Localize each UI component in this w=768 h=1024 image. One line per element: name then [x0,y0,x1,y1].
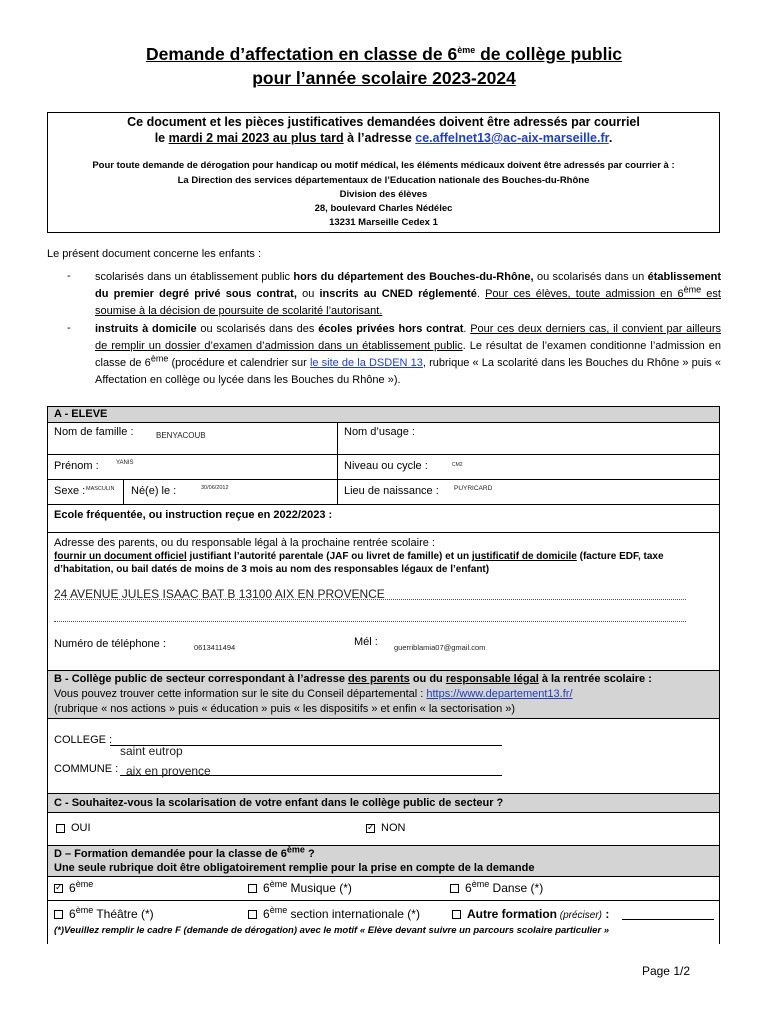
oui-checkbox[interactable] [56,824,65,833]
ne-field[interactable]: 30/06/2012 [201,485,229,491]
prenom-label: Prénom : [54,460,99,472]
6eme-checkbox[interactable] [54,884,63,893]
dsden-link[interactable]: le site de la DSDEN 13 [309,357,423,369]
row-options-2 [48,901,719,944]
adresse-field[interactable]: 24 AVENUE JULES ISAAC BAT B 13100 AIX EN PROVENCE [54,587,385,601]
section-d-header: D – Formation demandée pour la classe de 6ème ? Une seule rubrique doit être obligatoirement remplie pour la prise en compte de la demande [48,846,719,877]
musique-checkbox[interactable] [248,884,257,893]
page-subtitle: pour l’année scolaire 2023-2024 [252,68,516,88]
oui-option[interactable]: OUI [56,822,91,834]
theatre-checkbox[interactable] [54,910,63,919]
college-label: COLLEGE : [54,734,113,746]
row-adresse [48,533,719,671]
section-c-header: C - Souhaitez-vous la scolarisation de votre enfant dans le collège public de secteur ? [48,794,719,813]
row-sexe [48,480,719,505]
lieu-label: Lieu de naissance : [344,485,439,497]
option-theatre[interactable]: 6ème Théâtre (*) [54,907,154,921]
option-musique[interactable]: 6ème Musique (*) [248,881,352,895]
row-nom [48,423,719,455]
info-line-1: Ce document et les pièces justificatives demandées doivent être adressés par courriel [127,115,640,129]
bullet-2: instruits à domicile ou scolarisés dans des écoles privées hors contrat. Pour ces deux derniers cas, il convient par ailleurs de remplir un dossier d’examen d’admission dans un établissement public. Le résultat de l’examen conditionne l’admission en classe de 6ème (procédure et calendrier sur le site de la DSDEN 13, rubrique « La scolarité dans les Bouches du Rhône » puis « Affectation en collège ou lycée dans les Bouches du Rhône »). [95,323,722,386]
internationale-checkbox[interactable] [248,910,257,919]
row-oui-non [48,813,719,846]
section-a-header: A - ELEVE [48,407,719,423]
nom-usage-label: Nom d’usage : [344,426,415,438]
lieu-field[interactable]: PUYRICARD [454,485,493,492]
commune-label: COMMUNE : [54,763,119,775]
intro-text: Le présent document concerne les enfants : [47,248,262,260]
option-danse[interactable]: 6ème Danse (*) [450,881,543,895]
note-text: (*)Veuillez remplir le cadre F (demande de dérogation) avec le motif « Elève devant suivre un parcours scolaire particulier » [54,925,610,936]
danse-checkbox[interactable] [450,884,459,893]
row-ecole [48,505,719,533]
address-line-3: 28, boulevard Charles Nédélec [314,203,453,214]
tel-field[interactable]: 0613411494 [194,643,236,652]
adresse-instructions: fournir un document officiel justifiant l’autorité parentale (JAF ou livret de famille) et un justificatif de domicile (facture EDF, taxe d’habitation, ou bail datés de moins de 3 mois au nom des responsables légaux de l’enfant) [54,551,664,575]
bullet-1: scolarisés dans un établissement public hors du département des Bouches-du-Rhône, ou scolarisés dans un établissement du premier degré privé sous contrat, ou inscrits au CNED réglementé. Pour ces élèves, toute admission en 6ème est soumise à la décision de poursuite de scolarité l’autorisant. [95,271,721,317]
non-option[interactable]: ✓ NON [366,822,405,834]
departement-link[interactable]: https://www.departement13.fr/ [426,688,573,700]
option-6eme[interactable]: ✓6ème [54,881,93,895]
ne-label: Né(e) le : [131,485,177,497]
nom-famille-label: Nom de famille : [54,426,134,438]
autre-checkbox[interactable] [452,910,461,919]
prenom-field[interactable]: YANIS [116,460,134,466]
info-line-2: le mardi 2 mai 2023 au plus tard à l’adresse ce.affelnet13@ac-aix-marseille.fr. [154,131,613,145]
commune-field[interactable]: aix en provence [126,764,211,778]
sexe-label: Sexe : [54,485,86,497]
address-line-2: Division des élèves [339,189,428,200]
form-table [47,406,720,944]
ecole-label: Ecole fréquentée, ou instruction reçue en 2022/2023 : [54,509,333,521]
option-autre[interactable]: Autre formation (préciser) : [452,907,609,921]
adresse-label: Adresse des parents, ou du responsable légal à la prochaine rentrée scolaire : [54,537,435,549]
tel-label: Numéro de téléphone : [54,638,166,650]
mel-label: Mél : [354,636,378,648]
address-line-4: 13231 Marseille Cedex 1 [329,217,438,228]
niveau-label: Niveau ou cycle : [344,460,428,472]
address-line-1: La Direction des services départementaux de l’Education nationale des Bouches-du-Rhône [177,175,590,186]
option-internationale[interactable]: 6ème section internationale (*) [248,907,420,921]
email-link[interactable]: ce.affelnet13@ac-aix-marseille.fr [415,131,609,145]
bullet-dash-1: - [67,270,71,282]
section-b-header: B - Collège public de secteur correspondant à l’adresse des parents ou du responsable légal à la rentrée scolaire : Vous pouvez trouver cette information sur le site du Conseil départemental : https://www.departement13.fr/ (rubrique « nos actions » puis « éducation » puis « les dispositifs » et enfin « la sectorisation ») [48,671,719,719]
row-options-1 [48,877,719,901]
non-checkbox[interactable] [366,824,375,833]
derogation-text: Pour toute demande de dérogation pour handicap ou motif médical, les éléments médicaux doivent être adressés par courrier à : [92,160,675,171]
bullet-dash-2: - [67,322,71,334]
info-box [47,112,720,233]
page-title: Demande d’affectation en classe de 6ème de collège public [145,44,623,64]
page-number: Page 1/2 [641,964,690,978]
sexe-field[interactable]: MASCULIN [86,486,115,492]
row-prenom [48,455,719,480]
row-college [48,719,719,794]
college-field[interactable]: saint eutrop [120,744,183,758]
nom-famille-field[interactable]: BENYACOUB [156,431,206,440]
mel-field[interactable]: guerriblamia07@gmail.com [394,643,486,652]
niveau-field[interactable]: CM2 [452,462,463,468]
